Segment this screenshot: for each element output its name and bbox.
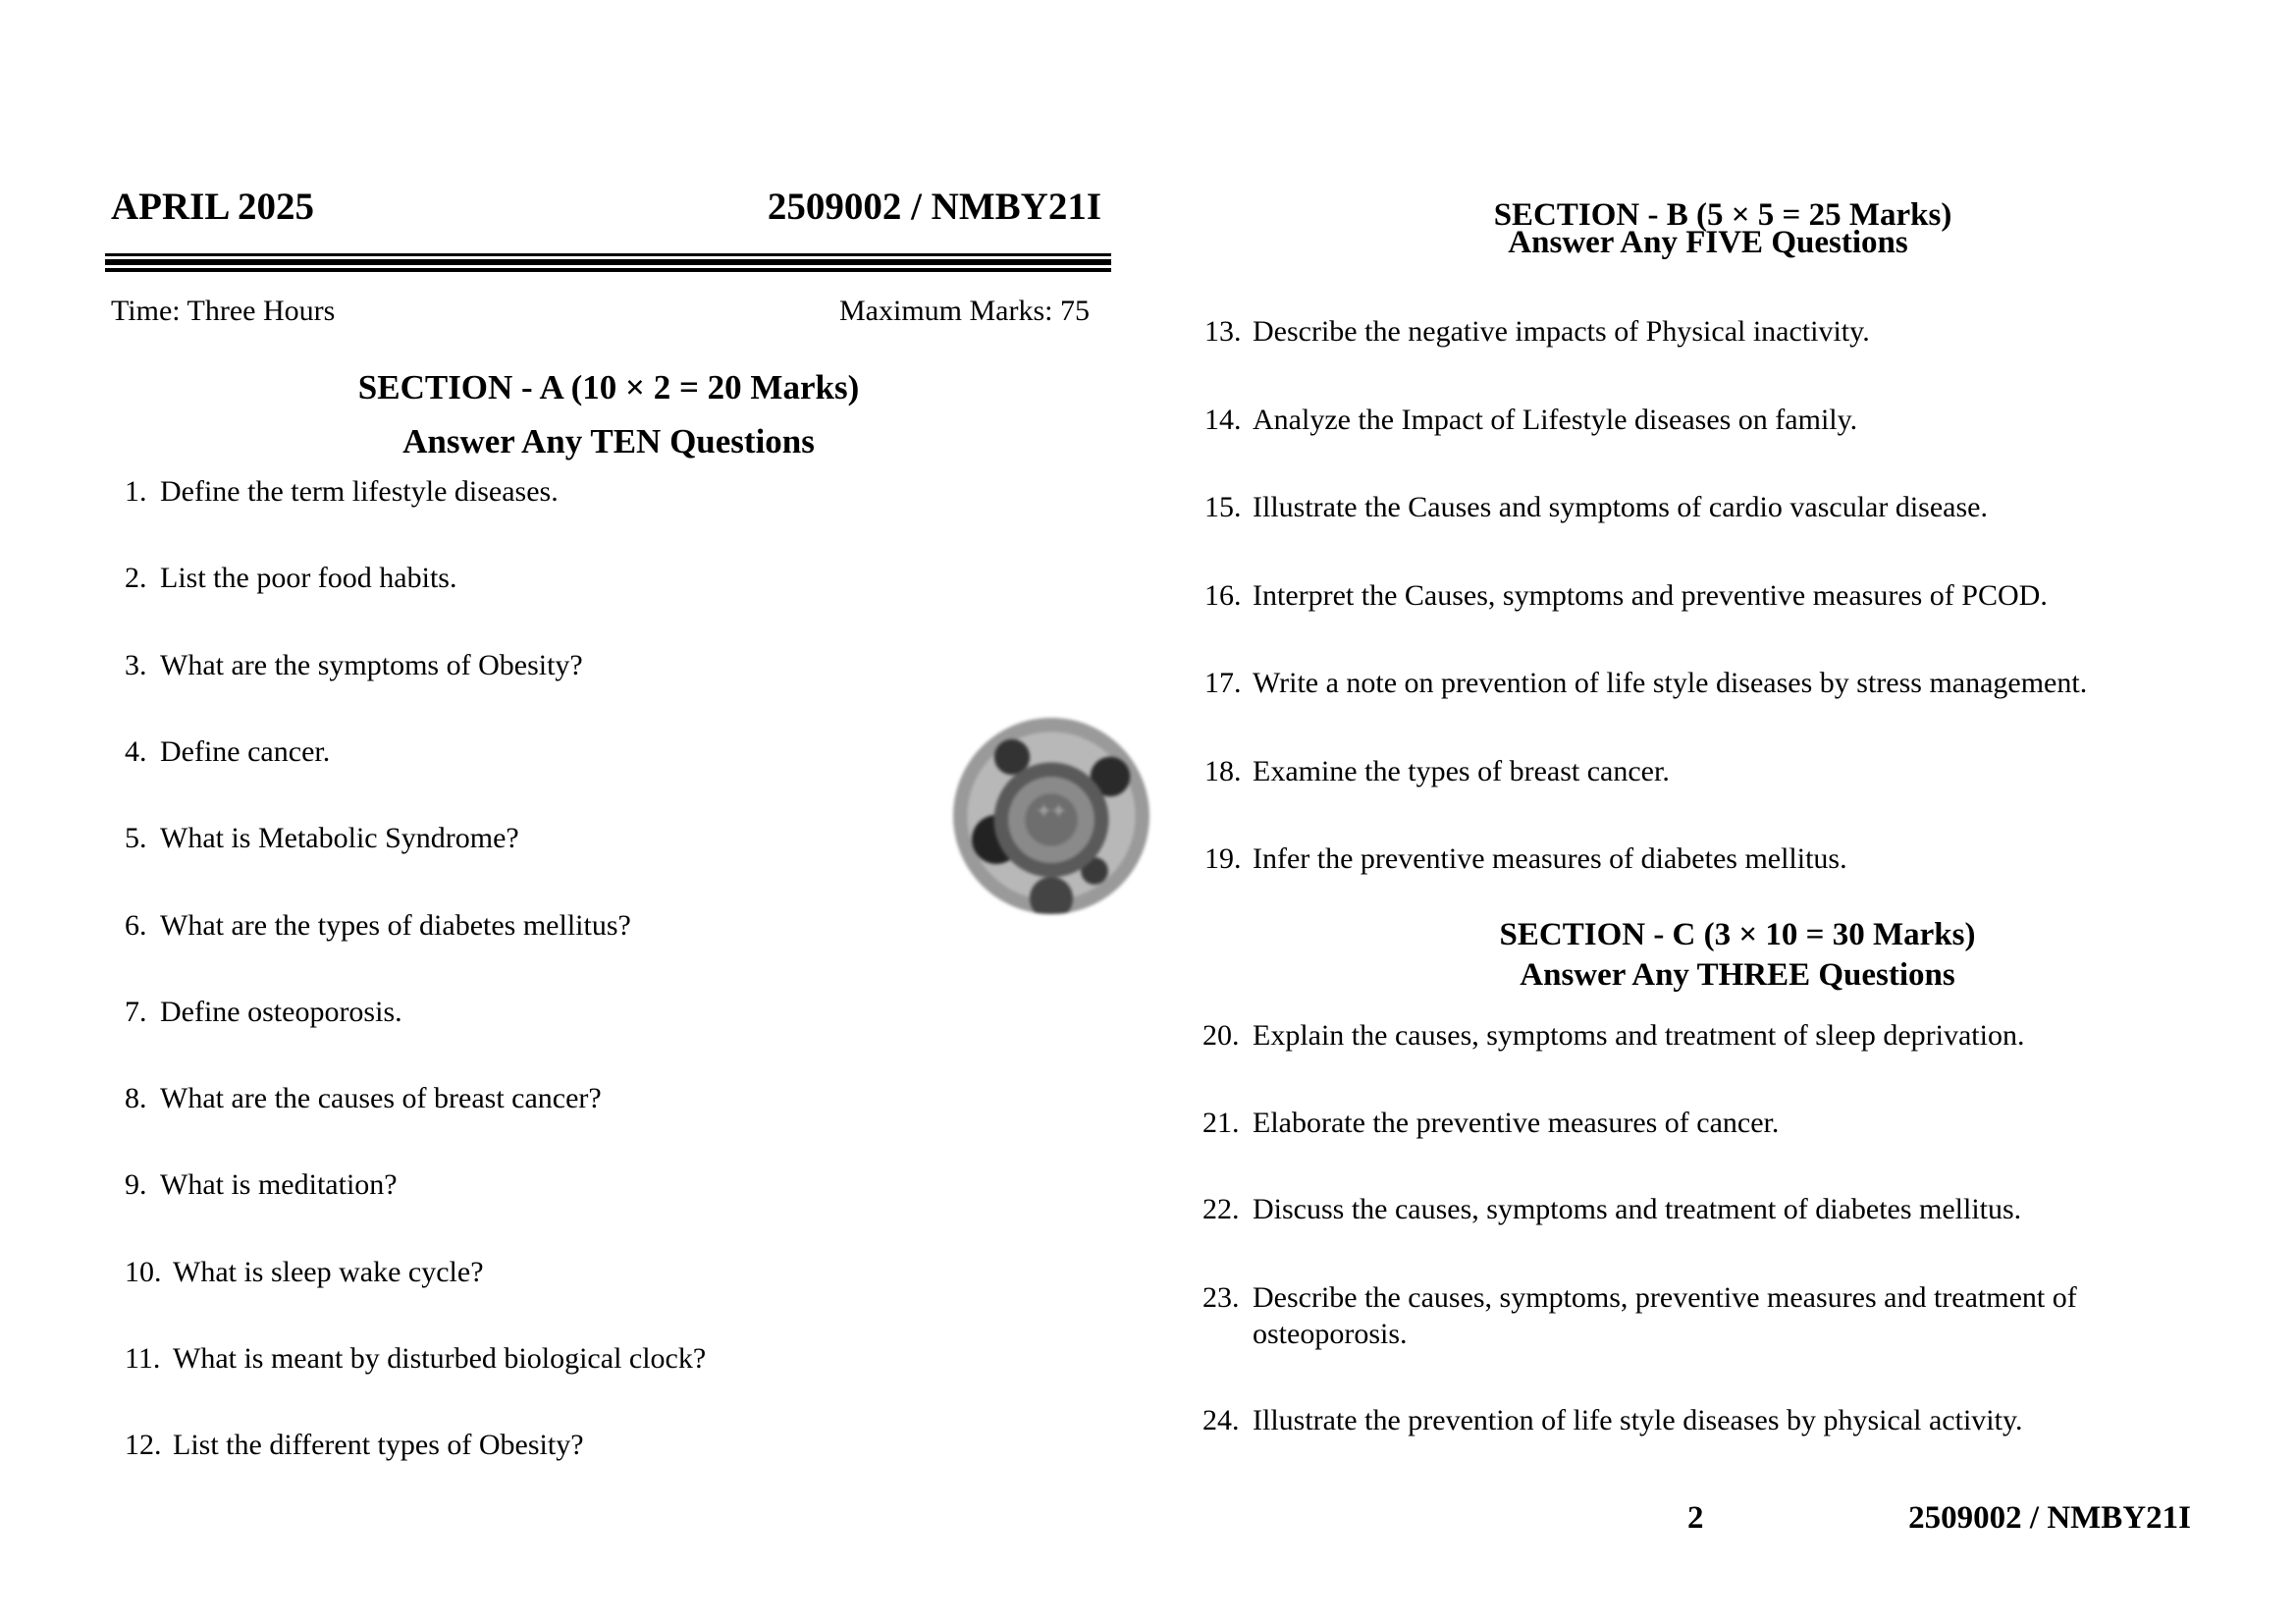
question-number: 9. [125, 1168, 147, 1202]
question-text: Elaborate the preventive measures of cancer. [1253, 1107, 1780, 1139]
question-text: What is Metabolic Syndrome? [160, 822, 519, 855]
question-text: Describe the causes, symptoms, preventive measures and treatment of [1253, 1281, 2077, 1314]
question-number: 8. [125, 1082, 147, 1115]
header-rule-middle [105, 259, 1111, 265]
seal-center-mark: ✦✦ [1036, 801, 1067, 821]
question-number: 17. [1204, 667, 1242, 699]
section-b-title: SECTION - B (5 × 5 = 25 Marks) [1493, 197, 1952, 233]
question-text: What is meant by disturbed biological clock? [173, 1342, 707, 1375]
question-text: What are the types of diabetes mellitus? [160, 908, 631, 942]
question-text: Illustrate the prevention of life style diseases by physical activity. [1253, 1404, 2023, 1436]
question-number: 18. [1204, 754, 1242, 787]
section-c-instruction: Answer Any THREE Questions [1520, 957, 1955, 993]
question-number: 2. [125, 562, 147, 595]
question-text: What are the symptoms of Obesity? [160, 648, 583, 681]
question-number: 20. [1202, 1019, 1240, 1052]
maximum-marks: Maximum Marks: 75 [839, 295, 1090, 327]
question-text: Define osteoporosis. [160, 995, 402, 1028]
question-text: Explain the causes, symptoms and treatment of sleep deprivation. [1253, 1019, 2025, 1052]
question-number: 5. [125, 822, 147, 855]
section-a-title: SECTION - A (10 × 2 = 20 Marks) [357, 368, 860, 406]
question-text: Write a note on prevention of life style diseases by stress management. [1253, 667, 2088, 699]
question-number: 1. [125, 475, 147, 508]
question-text-continued: osteoporosis. [1253, 1318, 1408, 1350]
question-text: What is meditation? [160, 1168, 398, 1202]
section-c-title: SECTION - C (3 × 10 = 30 Marks) [1499, 917, 1976, 952]
question-text: Define cancer. [160, 734, 331, 768]
question-number: 24. [1202, 1404, 1240, 1436]
question-number: 14. [1204, 403, 1242, 436]
page-number: 2 [1687, 1500, 1704, 1536]
question-text: Define the term lifestyle diseases. [160, 475, 559, 508]
section-a-instruction: Answer Any TEN Questions [402, 422, 815, 460]
header-rule-top [105, 253, 1111, 256]
question-number: 22. [1202, 1193, 1240, 1225]
question-number: 19. [1204, 842, 1242, 875]
question-text: List the poor food habits. [160, 562, 457, 595]
paper-code: 2509002 / NMBY21I [767, 186, 1101, 228]
question-number: 3. [125, 648, 147, 681]
question-number: 10. [125, 1255, 162, 1288]
exam-duration: Time: Three Hours [111, 295, 336, 327]
question-text: Interpret the Causes, symptoms and preventive measures of PCOD. [1253, 578, 2048, 612]
question-number: 11. [125, 1342, 161, 1375]
question-text: What are the causes of breast cancer? [160, 1082, 602, 1115]
question-number: 4. [125, 734, 147, 768]
question-number: 12. [125, 1429, 162, 1462]
question-text: Infer the preventive measures of diabetes mellitus. [1253, 842, 1847, 875]
section-b-instruction: Answer Any FIVE Questions [1508, 225, 1908, 260]
question-text: What is sleep wake cycle? [173, 1255, 484, 1288]
question-text: Illustrate the Causes and symptoms of cardio vascular disease. [1253, 491, 1988, 523]
question-text: Discuss the causes, symptoms and treatment of diabetes mellitus. [1253, 1193, 2022, 1225]
question-text: Examine the types of breast cancer. [1253, 754, 1670, 787]
question-number: 21. [1202, 1107, 1240, 1139]
question-number: 23. [1202, 1281, 1240, 1314]
question-number: 15. [1204, 491, 1242, 523]
question-number: 7. [125, 995, 147, 1028]
footer-paper-code: 2509002 / NMBY21I [1908, 1500, 2191, 1536]
exam-month: APRIL 2025 [111, 186, 314, 228]
university-seal-icon [953, 718, 1149, 914]
question-number: 16. [1204, 578, 1242, 612]
header-rule-bottom [105, 268, 1111, 272]
question-text: Describe the negative impacts of Physical inactivity. [1253, 315, 1870, 348]
question-text: List the different types of Obesity? [173, 1429, 584, 1462]
question-text: Analyze the Impact of Lifestyle diseases on family. [1253, 403, 1858, 436]
question-number: 13. [1204, 315, 1242, 348]
question-number: 6. [125, 908, 147, 942]
